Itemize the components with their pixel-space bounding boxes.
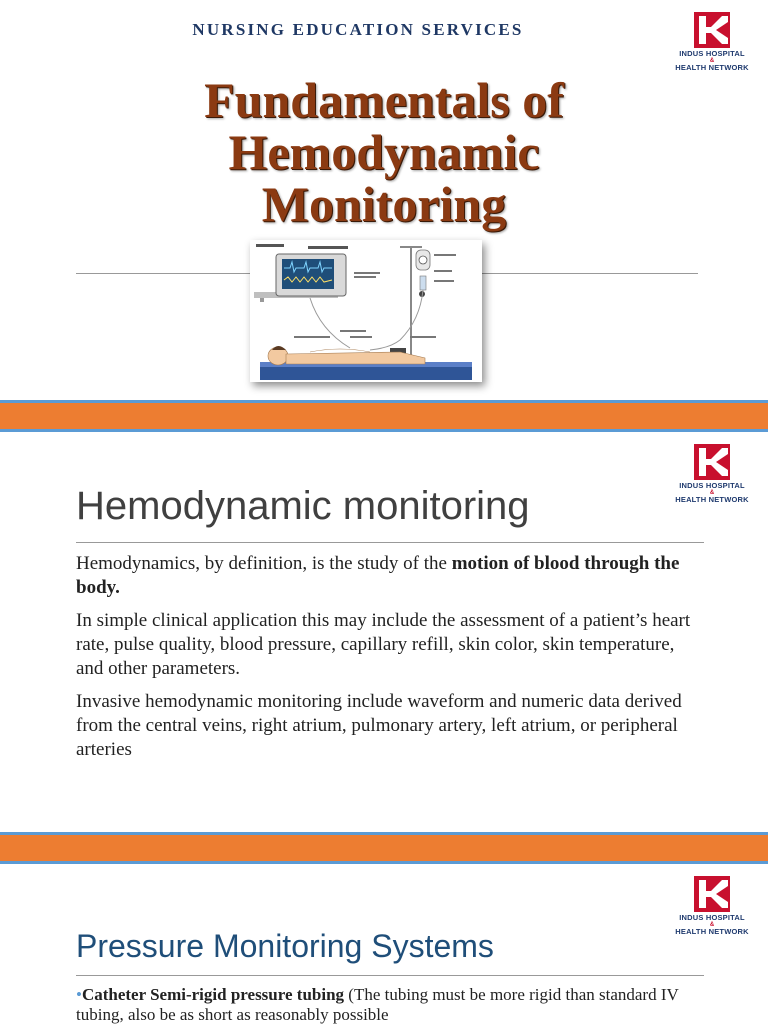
clinical-application-paragraph: In simple clinical application this may include the assessment of a patient’s heart rate, pulse quality, blood pressure, capillary refill, skin color, skin temperature, and other parameters. xyxy=(76,610,691,679)
org-name: NURSING EDUCATION SERVICES xyxy=(192,20,524,39)
logo-text-line1: INDUS HOSPITAL xyxy=(679,481,745,490)
divider-right xyxy=(482,273,698,274)
logo-text-line3: HEALTH NETWORK xyxy=(675,495,749,504)
slide-heading: Pressure Monitoring Systems xyxy=(76,928,494,964)
logo-text-line1: INDUS HOSPITAL xyxy=(679,49,745,58)
definition-emphasis: motion of blood through the body. xyxy=(76,553,680,598)
hospital-logo xyxy=(672,444,752,508)
content-slide-hemodynamic-monitoring xyxy=(0,432,768,832)
title-slide xyxy=(0,0,768,400)
slide-separator-band xyxy=(0,400,768,432)
patient-monitor-diagram-icon xyxy=(250,240,482,382)
slide-body xyxy=(76,552,696,771)
invasive-monitoring-paragraph: Invasive hemodynamic monitoring include waveform and numeric data derived from the central veins, right atrium, pulmonary artery, left atrium, or peripheral arteries xyxy=(76,691,682,760)
definition-paragraph xyxy=(76,552,696,600)
definition-text: Hemodynamics, by definition, is the study of the xyxy=(76,553,452,574)
bullet-term: Catheter Semi-rigid pressure tubing xyxy=(81,985,345,1004)
monitoring-setup-illustration xyxy=(250,240,482,382)
slide-body xyxy=(76,985,696,1024)
logo-mark-icon xyxy=(694,444,730,480)
hospital-logo xyxy=(672,12,752,76)
logo-text-line2: & xyxy=(709,58,715,64)
logo-text-line3: HEALTH NETWORK xyxy=(675,927,749,936)
presentation-title xyxy=(100,74,668,230)
slide-heading: Hemodynamic monitoring xyxy=(76,484,530,528)
heading-divider xyxy=(76,975,704,976)
title-line: Monitoring xyxy=(261,176,507,232)
title-line: Hemodynamic xyxy=(228,124,540,180)
logo-text-line1: INDUS HOSPITAL xyxy=(679,913,745,922)
logo-mark-icon xyxy=(694,12,730,48)
divider-left xyxy=(76,273,252,274)
content-slide-pressure-monitoring xyxy=(0,864,768,1024)
logo-text-line2: & xyxy=(709,490,715,496)
bullet-description: (The tubing must be more rigid than standard IV tubing, also be as short as reasonably possible xyxy=(76,985,679,1024)
bullet-icon: • xyxy=(76,985,82,1004)
hospital-logo xyxy=(672,876,752,940)
logo-mark-icon xyxy=(694,876,730,912)
title-line: Fundamentals of xyxy=(204,72,564,128)
slide-separator-band xyxy=(0,832,768,864)
heading-divider xyxy=(76,542,704,543)
logo-text-line3: HEALTH NETWORK xyxy=(675,63,749,72)
logo-text-line2: & xyxy=(709,922,715,928)
